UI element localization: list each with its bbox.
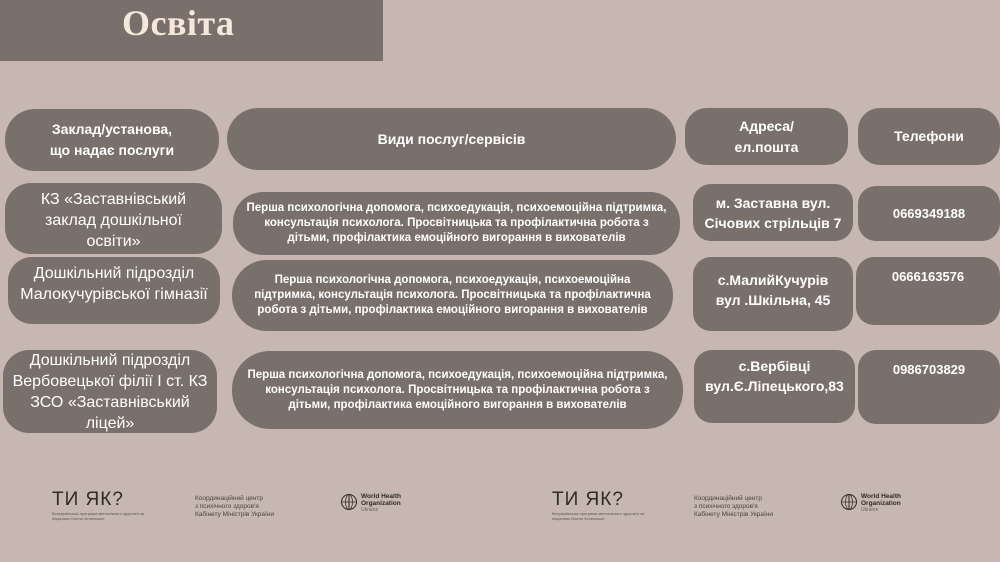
row-1-institution: КЗ «Заставнівський заклад дошкільної освіти» (5, 183, 222, 254)
row-2-services: Перша психологічна допомога, психоедукація, психоемоційна підтримка, консультація психолога. Просвітницька та профілактична робота з дітьми, профілактика емоційного вигорання в вихователів (232, 260, 673, 331)
row-3-address: с.Вербівці вул.Є.Ліпецького,83 (694, 350, 855, 423)
globe-icon (840, 493, 858, 511)
header-address: Адреса/ ел.пошта (685, 108, 848, 165)
who-country: Ukraine (361, 507, 379, 513)
row-3-institution: Дошкільний підрозділ Вербовецької філії I ст. КЗ ЗСО «Заставнівський ліцей» (3, 350, 217, 433)
tyak-logo-caption: Всеукраїнська програма ментального здоров'я за ініціативи Олени Зеленської (52, 511, 144, 521)
row-1-phone: 0669349188 (858, 186, 1000, 241)
who-name: World Health Organization (861, 493, 901, 507)
globe-icon (340, 493, 358, 511)
header-phones: Телефони (858, 108, 1000, 165)
tyak-logo-text: ТИ ЯК? (52, 489, 124, 510)
who-logo (340, 493, 401, 513)
header-services: Види послуг/сервісів (227, 108, 676, 170)
tyak-logo (552, 489, 644, 521)
row-1-services: Перша психологічна допомога, психоедукація, психоемоційна підтримка, консультація психолога. Просвітницька та профілактична робота з дітьми, профілактика емоційного вигорання в вихователів (233, 192, 680, 255)
row-3-phone: 0986703829 (858, 350, 1000, 424)
who-logo (840, 493, 901, 513)
title-bar (0, 0, 383, 61)
page-title: Освіта (122, 3, 235, 43)
who-name: World Health Organization (361, 493, 401, 507)
tyak-logo (52, 489, 144, 521)
coordination-center-logo: Координаційний центр з психічного здоров'я Кабінету Міністрів України (195, 495, 275, 518)
row-2-address: с.МалийКучурів вул .Шкільна, 45 (693, 257, 853, 331)
who-country: Ukraine (861, 507, 879, 513)
coordination-center-logo: Координаційний центр з психічного здоров'я Кабінету Міністрів України (694, 495, 774, 518)
header-institution: Заклад/установа, що надає послуги (5, 109, 219, 171)
row-1-address: м. Заставна вул. Січових стрільців 7 (693, 184, 853, 241)
tyak-logo-text: ТИ ЯК? (552, 489, 624, 510)
row-2-phone: 0666163576 (856, 257, 1000, 325)
row-3-services: Перша психологічна допомога, психоедукація, психоемоційна підтримка, консультація психолога. Просвітницька та профілактична робота з дітьми, профілактика емоційного вигорання в вихователів (232, 351, 683, 429)
tyak-logo-caption: Всеукраїнська програма ментального здоров'я за ініціативи Олени Зеленської (552, 511, 644, 521)
row-2-institution: Дошкільний підрозділ Малокучурівської гімназії (8, 257, 220, 324)
